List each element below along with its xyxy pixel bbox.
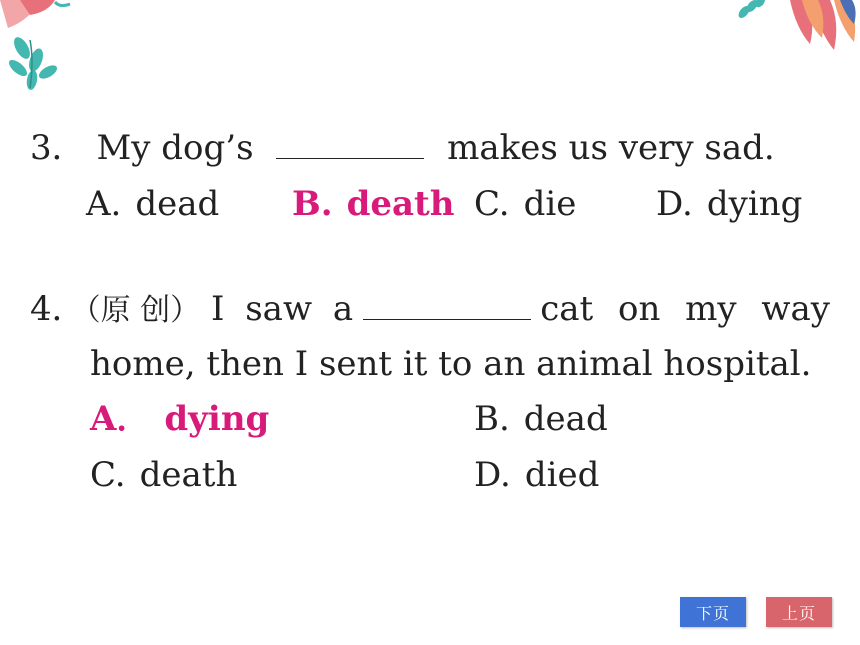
option-text: died [524, 455, 600, 495]
option-letter: B. [292, 184, 333, 224]
question-3-option-d[interactable] [656, 184, 802, 224]
question-3-number: 3． [30, 128, 86, 168]
question-4-number: 4． [30, 289, 86, 329]
question-4-option-c[interactable] [90, 455, 237, 495]
question-4-blank [363, 293, 531, 320]
question-4-stem-line-1 [30, 289, 830, 331]
question-3-suffix: makes us very sad. [447, 128, 775, 168]
question-4-tag: （原 创） [85, 293, 201, 328]
top-left-leaves-decoration [0, 0, 80, 95]
question-3-stem [30, 128, 775, 168]
option-text: death [139, 455, 238, 495]
question-4-option-a[interactable] [90, 399, 269, 439]
option-text: dead [523, 399, 608, 439]
question-4-lead [30, 289, 353, 331]
option-text: dying [706, 184, 803, 224]
option-letter: B. [474, 399, 510, 439]
option-text: death [346, 184, 455, 224]
question-3-option-c[interactable] [474, 184, 576, 224]
option-letter: D. [474, 455, 511, 495]
option-letter: C. [90, 455, 126, 495]
question-4-stem-line-2: home, then I sent it to an animal hospital. [90, 344, 812, 384]
option-letter: D. [656, 184, 693, 224]
top-right-leaves-decoration [730, 0, 860, 70]
option-text: dying [164, 399, 270, 439]
option-letter: A. [86, 184, 122, 224]
previous-page-button[interactable]: 上页 [766, 597, 832, 627]
question-3-blank [276, 132, 424, 159]
question-4-prefix: I saw a [211, 289, 354, 329]
question-4-option-b[interactable] [474, 399, 608, 439]
option-text: die [523, 184, 577, 224]
option-letter: A． [90, 399, 151, 439]
next-page-button[interactable]: 下页 [680, 597, 746, 627]
question-3-option-b[interactable] [292, 184, 454, 224]
question-3-option-a[interactable] [86, 184, 219, 224]
option-letter: C. [474, 184, 510, 224]
question-4-option-d[interactable] [474, 455, 599, 495]
question-4-line1-suffix: cat on my way [540, 289, 830, 329]
question-3-prefix: My dog’s [96, 128, 254, 168]
option-text: dead [135, 184, 220, 224]
